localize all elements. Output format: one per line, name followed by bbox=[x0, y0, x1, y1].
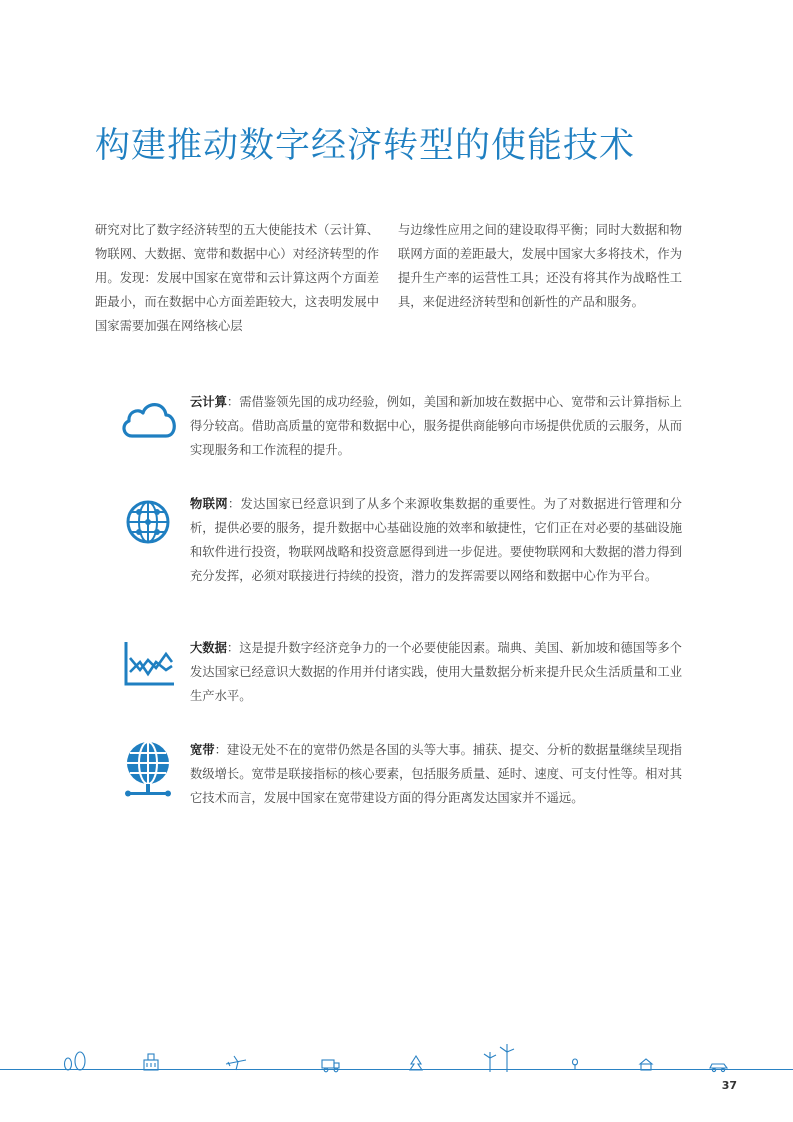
feature-description: ：发达国家已经意识到了从多个来源收集数据的重要性。为了对数据进行管理和分析，提供必要的服务，提升数据中心基础设施的效率和敏捷性，它们正在对必要的基础设施和软件进行投资，物联网战略和投资意愿得到进一步促进。要使物联网和大数据的潜力得到充分发挥，必须对联接进行持续的投资，潜力的发挥需要以网络和数据中心作为平台。 bbox=[190, 497, 682, 583]
feature-text bbox=[190, 390, 682, 462]
feature-description: ：需借鉴领先国的成功经验，例如，美国和新加坡在数据中心、宽带和云计算指标上得分较高。借助高质量的宽带和数据中心，服务提供商能够向市场提供优质的云服务，从而实现服务和工作流程的提升。 bbox=[190, 395, 682, 457]
globe-network-icon bbox=[118, 492, 182, 556]
footer-divider bbox=[0, 1069, 793, 1070]
feature-term: 大数据 bbox=[190, 641, 227, 655]
line-chart-icon bbox=[118, 636, 182, 700]
intro-paragraph-left: 研究对比了数字经济转型的五大使能技术（云计算、物联网、大数据、宽带和数据中心）对经济转型的作用。发现：发展中国家在宽带和云计算这两个方面差距最小，而在数据中心方面差距较大，这表明发展中国家需要加强在网络核心层 bbox=[95, 223, 379, 333]
intro-paragraph-right: 与边缘性应用之间的建设取得平衡；同时大数据和物联网方面的差距最大，发展中国家大多将技术，作为提升生产率的运营性工具；还没有将其作为战略性工具，来促进经济转型和创新性的产品和服务。 bbox=[398, 223, 682, 309]
feature-term: 物联网 bbox=[190, 497, 228, 511]
page-title: 构建推动数字经济转型的使能技术 bbox=[95, 126, 636, 166]
page-number: 37 bbox=[721, 1079, 737, 1092]
feature-description: ：这是提升数字经济竞争力的一个必要使能因素。瑞典、美国、新加坡和德国等多个发达国家已经意识大数据的作用并付诸实践，使用大量数据分析来提升民众生活质量和工业生产水平。 bbox=[190, 641, 682, 703]
feature-description: ：建设无处不在的宽带仍然是各国的头等大事。捕获、提交、分析的数据量继续呈现指数级增长。宽带是联接指标的核心要素，包括服务质量、延时、速度、可支付性等。相对其它技术而言，发展中国家在宽带建设方面的得分距离发达国家并不遥远。 bbox=[190, 743, 682, 805]
footer-skyline-illustration bbox=[0, 1040, 793, 1076]
feature-text bbox=[190, 492, 682, 588]
globe-broadband-icon bbox=[118, 738, 182, 802]
feature-term: 云计算 bbox=[190, 395, 227, 409]
feature-term: 宽带 bbox=[190, 743, 215, 757]
feature-text bbox=[190, 636, 682, 708]
feature-text bbox=[190, 738, 682, 810]
cloud-icon bbox=[118, 390, 182, 454]
